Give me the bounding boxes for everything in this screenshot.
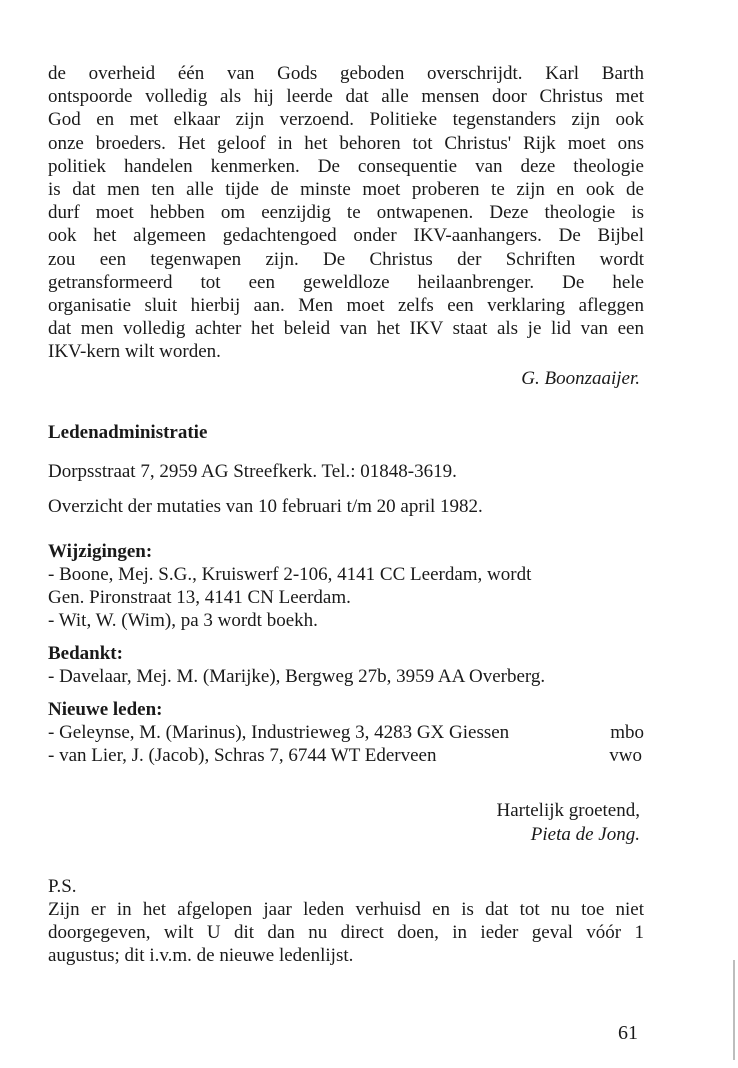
- closing-name: Pieta de Jong.: [530, 823, 640, 845]
- article-line: organisatie sluit hierbij aan. Men moet zelfs een verklaring afleggen: [48, 295, 644, 317]
- member-level: vwo: [609, 744, 642, 766]
- article-line: onze broeders. Het geloof in het behoren tot Christus' Rijk moet ons: [48, 132, 644, 154]
- page-number: 61: [618, 1022, 638, 1044]
- ps-line: doorgegeven, wilt U dit dan nu direct doen, in ieder geval vóór 1: [48, 921, 644, 943]
- member-text: - Geleynse, M. (Marinus), Industrieweg 3, 4283 GX Giessen: [48, 721, 510, 743]
- nieuwe-leden-heading: Nieuwe leden:: [48, 698, 163, 720]
- list-item: - Boone, Mej. S.G., Kruiswerf 2-106, 4141 CC Leerdam, wordt: [48, 563, 532, 585]
- article-line: is dat men ten alle tijde de minste moet proberen te zijn en ook de: [48, 179, 644, 201]
- section-heading-ledenadministratie: Ledenadministratie: [48, 421, 208, 443]
- address-line: Dorpsstraat 7, 2959 AG Streefkerk. Tel.: 01848-3619.: [48, 460, 457, 482]
- article-signature: G. Boonzaaijer.: [521, 367, 640, 389]
- closing-block: [48, 799, 644, 847]
- article-line: politiek handelen kenmerken. De consequentie van deze theologie: [48, 155, 644, 177]
- closing-greeting: Hartelijk groetend,: [496, 799, 640, 821]
- list-item: - Davelaar, Mej. M. (Marijke), Bergweg 27b, 3959 AA Overberg.: [48, 665, 546, 687]
- ps-line: Zijn er in het afgelopen jaar leden verhuisd en is dat tot nu toe niet: [48, 898, 644, 920]
- ps-paragraph: [48, 898, 644, 968]
- ps-line: augustus; dit i.v.m. de nieuwe ledenlijst.: [48, 945, 354, 967]
- article-paragraph: [48, 62, 644, 364]
- article-line: IKV-kern wilt worden.: [48, 341, 221, 363]
- member-level: mbo: [610, 721, 644, 743]
- bedankt-heading: Bedankt:: [48, 642, 123, 664]
- list-item: [48, 721, 644, 744]
- ps-label: P.S.: [48, 875, 77, 897]
- list-item: [48, 744, 644, 767]
- article-line: dat men volledig achter het beleid van het IKV staat als je lid van een: [48, 318, 644, 340]
- wijzigingen-heading: Wijzigingen:: [48, 540, 153, 562]
- article-line: ook het algemeen gedachtengoed onder IKV-aanhangers. De Bijbel: [48, 225, 644, 247]
- page-content: [48, 62, 644, 967]
- member-text: - van Lier, J. (Jacob), Schras 7, 6744 WT Ederveen: [48, 744, 437, 766]
- article-line: durf moet hebben om eenzijdig te ontwapenen. Deze theologie is: [48, 202, 644, 224]
- page-edge-shadow: [733, 960, 735, 1060]
- article-line: zou een tegenwapen zijn. De Christus der Schriften wordt: [48, 248, 644, 270]
- article-line: God en met elkaar zijn verzoend. Politieke tegenstanders zijn ook: [48, 109, 644, 131]
- period-line: Overzicht der mutaties van 10 februari t/m 20 april 1982.: [48, 495, 483, 517]
- article-line: ontspoorde volledig als hij leerde dat alle mensen door Christus met: [48, 86, 644, 108]
- article-line: de overheid één van Gods geboden overschrijdt. Karl Barth: [48, 63, 644, 84]
- article-line: getransformeerd tot een geweldloze heilaanbrenger. De hele: [48, 271, 644, 293]
- list-item: - Wit, W. (Wim), pa 3 wordt boekh.: [48, 609, 318, 631]
- list-item: Gen. Pironstraat 13, 4141 CN Leerdam.: [48, 586, 351, 608]
